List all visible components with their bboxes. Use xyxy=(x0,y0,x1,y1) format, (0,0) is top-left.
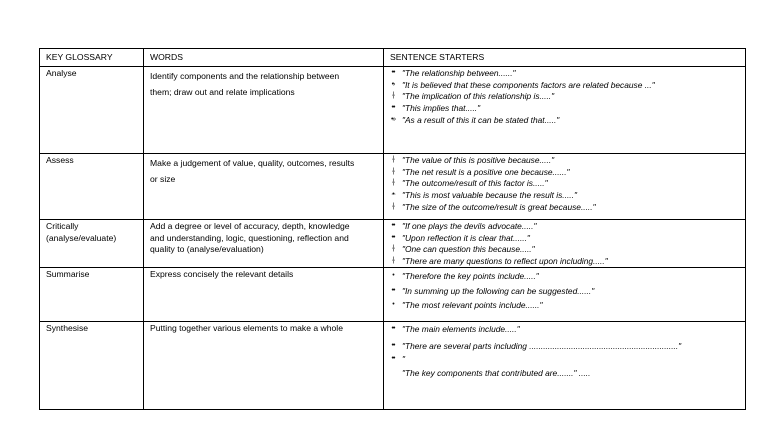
term-cell: Critically (analyse/evaluate) xyxy=(40,220,144,268)
starters-cell xyxy=(384,154,746,220)
starter-text: "This is most valuable because the result is....." xyxy=(402,189,577,200)
starter-text: "One can question this because....." xyxy=(402,244,535,255)
term-cell: Analyse xyxy=(40,67,144,154)
starter-line xyxy=(384,168,741,178)
table-row xyxy=(40,322,746,410)
starter-text: "There are several parts including ................................................................" xyxy=(402,340,682,351)
bullet-icon: ·|· xyxy=(391,256,395,264)
starter-text: "The value of this is positive because....." xyxy=(402,155,555,165)
table-row xyxy=(40,154,746,220)
definition-line: and understanding, logic, questioning, reflection and xyxy=(150,232,349,243)
starter-text: "As a result of this it can be stated that....." xyxy=(402,114,560,125)
header-words: WORDS xyxy=(144,49,384,67)
definition-cell xyxy=(144,67,384,154)
table-row xyxy=(40,220,746,268)
starter-line xyxy=(384,287,741,297)
starter-line xyxy=(384,222,741,232)
starter-text: "If one plays the devils advocate....." xyxy=(402,221,537,231)
table-row xyxy=(40,67,746,154)
definition-line: them; draw out and relate implications xyxy=(150,87,295,98)
bullet-icon: •• xyxy=(391,233,395,241)
starter-line xyxy=(384,257,741,267)
starters-cell xyxy=(384,220,746,268)
bullet-icon: •› xyxy=(391,80,395,88)
starter-text: "The main elements include....." xyxy=(402,324,520,334)
bullet-icon: •• xyxy=(391,325,395,332)
bullet-icon: ·|· xyxy=(391,167,395,175)
starter-text: "The outcome/result of this factor is....." xyxy=(402,178,548,189)
starter-text: "It is believed that these components factors are related because ..." xyxy=(402,79,655,90)
bullet-icon: ·|· xyxy=(391,156,395,163)
bullet-icon: •• xyxy=(391,355,395,363)
starter-text: "The size of the outcome/result is great because....." xyxy=(402,201,596,212)
starter-line xyxy=(384,342,741,352)
bullet-icon: •• xyxy=(391,286,395,294)
starters-cell xyxy=(384,67,746,154)
starter-line xyxy=(384,355,741,365)
definition-line: Make a judgement of value, quality, outcomes, results xyxy=(150,158,355,168)
bullet-icon: •• xyxy=(391,69,395,76)
bullet-icon: •• xyxy=(391,222,395,229)
table-row xyxy=(40,268,746,322)
term-cell: Summarise xyxy=(40,268,144,322)
definition-cell xyxy=(144,322,384,410)
bullet-icon: • xyxy=(392,301,394,309)
bullet-icon: ·|· xyxy=(391,245,395,253)
starter-line xyxy=(384,104,741,114)
starter-line xyxy=(384,179,741,189)
starter-line xyxy=(384,325,741,335)
header-glossary: KEY GLOSSARY xyxy=(40,49,144,67)
starter-line xyxy=(384,234,741,244)
starter-line xyxy=(384,69,741,79)
bullet-icon: ·•· xyxy=(390,190,396,198)
bullet-icon: ·|· xyxy=(391,202,395,210)
starter-text: "The most relevant points include......" xyxy=(402,300,543,311)
bullet-icon: •›› xyxy=(390,115,396,123)
starter-line xyxy=(384,272,741,282)
term-cell: Assess xyxy=(40,154,144,220)
term-cell: Synthesise xyxy=(40,322,144,410)
bullet-icon: •• xyxy=(391,103,395,111)
starter-text: "This implies that....." xyxy=(402,102,481,113)
bullet-icon: • xyxy=(392,272,394,279)
starter-line xyxy=(384,81,741,91)
definition-cell xyxy=(144,220,384,268)
header-starters: SENTENCE STARTERS xyxy=(384,49,746,67)
header-row xyxy=(40,49,746,67)
bullet-icon: ·|· xyxy=(391,92,395,100)
starters-cell xyxy=(384,322,746,410)
definition-cell xyxy=(144,268,384,322)
starter-line xyxy=(384,369,741,379)
bullet-icon: ·|· xyxy=(391,179,395,187)
starter-line xyxy=(384,245,741,255)
starter-line xyxy=(384,116,741,126)
definition-line: Express concisely the relevant details xyxy=(150,269,294,279)
starter-text: "The relationship between......" xyxy=(402,68,516,78)
definition-cell xyxy=(144,154,384,220)
starter-line xyxy=(384,203,741,213)
definition-line: quality to (analyse/evaluation) xyxy=(150,244,264,255)
starter-line xyxy=(384,156,741,166)
starter-line xyxy=(384,92,741,102)
starter-text: "There are many questions to reflect upon including....." xyxy=(402,255,608,266)
glossary-table xyxy=(39,48,746,410)
starter-text: " xyxy=(402,354,405,365)
bullet-icon: •• xyxy=(391,341,395,349)
starter-text: "The key components that contributed are......." ..... xyxy=(402,367,591,378)
starter-text: "In summing up the following can be suggested......" xyxy=(402,285,595,296)
starter-text: "The implication of this relationship is....." xyxy=(402,91,555,102)
starter-text: "Upon reflection it is clear that......" xyxy=(402,232,530,243)
starter-text: "The net result is a positive one because......" xyxy=(402,166,570,177)
starter-line xyxy=(384,301,741,311)
definition-line: or size xyxy=(150,174,176,185)
starters-cell xyxy=(384,268,746,322)
definition-line: Putting together various elements to make a whole xyxy=(150,323,343,333)
definition-line: Identify components and the relationship between xyxy=(150,71,340,81)
definition-line: Add a degree or level of accuracy, depth, knowledge xyxy=(150,221,350,231)
starter-line xyxy=(384,191,741,201)
starter-text: "Therefore the key points include....." xyxy=(402,271,539,281)
